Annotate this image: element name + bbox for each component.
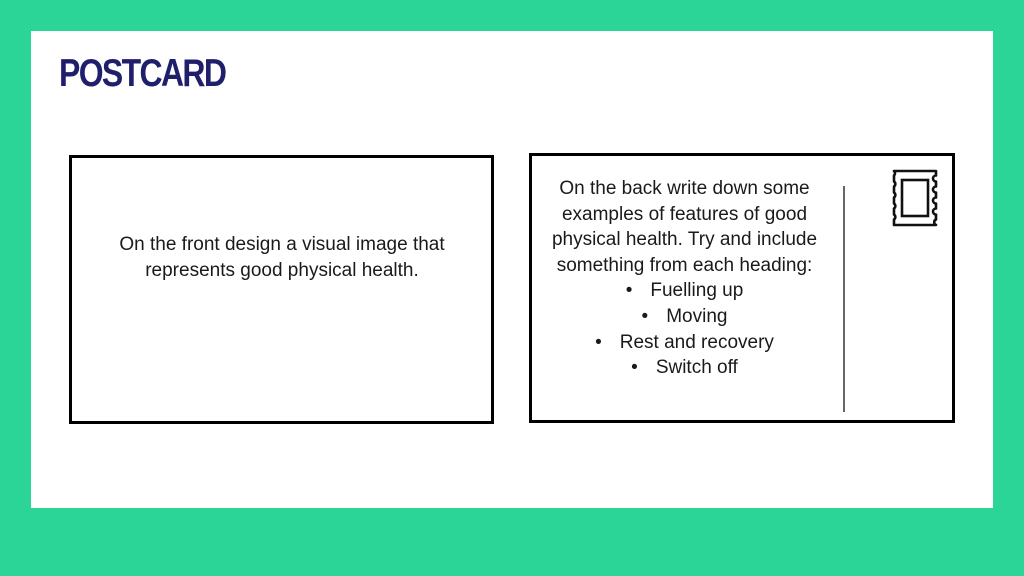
list-item-label: Fuelling up: [650, 280, 744, 302]
postcard-front: [69, 155, 494, 424]
stamp-icon: [891, 168, 939, 228]
list-item-label: Moving: [666, 305, 728, 327]
list-item-label: Switch off: [655, 357, 738, 379]
back-intro: On the back write down some examples of features of good physical health. Try and include something from each heading:: [551, 178, 818, 276]
address-divider: [843, 186, 845, 412]
list-item: • Switch off: [631, 357, 738, 379]
back-instructions: [542, 176, 827, 381]
list-item-label: Rest and recovery: [619, 331, 774, 353]
page-title: POSTCARD: [59, 52, 226, 95]
list-item: • Rest and recovery: [595, 331, 774, 353]
list-item: • Moving: [641, 305, 728, 327]
postcard-back: [529, 153, 955, 423]
list-item: • Fuelling up: [625, 280, 744, 302]
front-instructions: On the front design a visual image that represents good physical health.: [119, 234, 445, 281]
heading-list: [542, 278, 827, 380]
